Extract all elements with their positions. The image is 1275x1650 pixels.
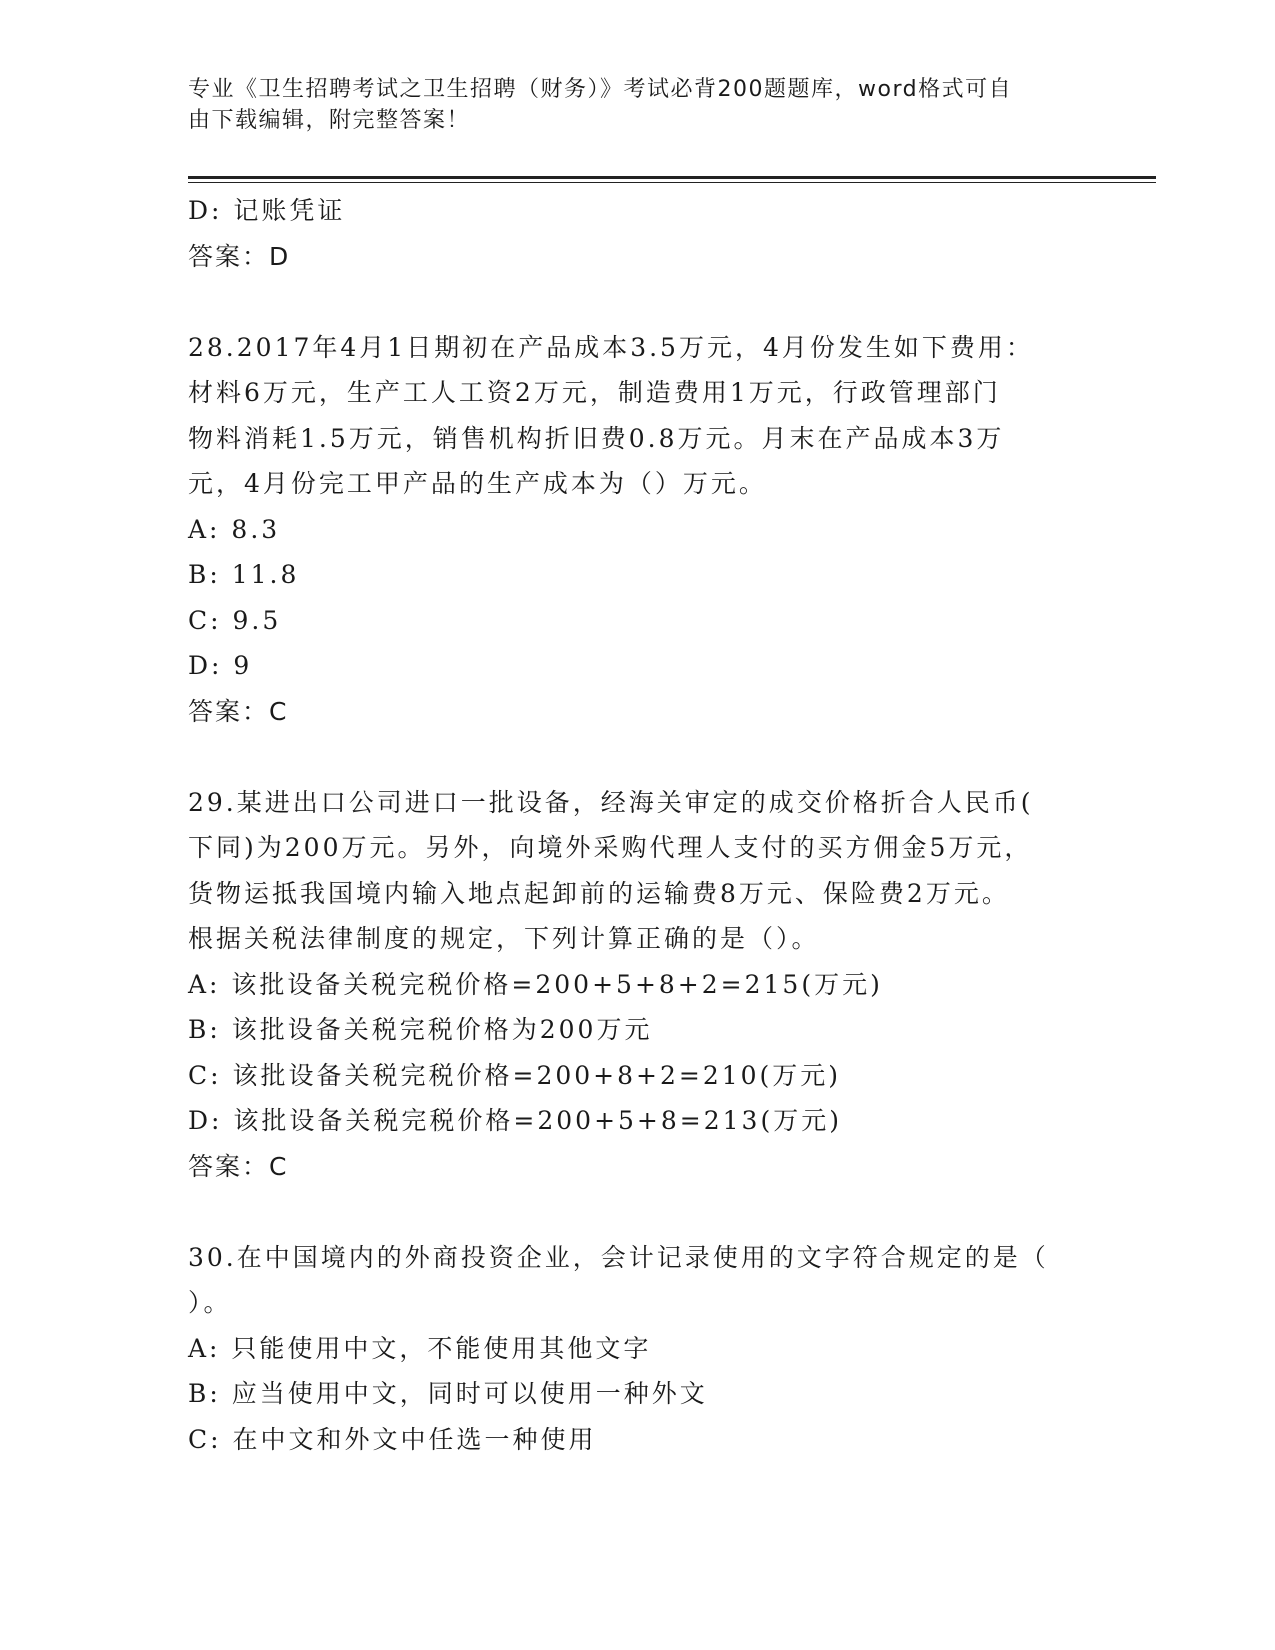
prev-answer: 答案：D bbox=[188, 241, 291, 271]
option-c: C: 在中文和外文中任选一种使用 bbox=[188, 1424, 597, 1454]
question-29 bbox=[188, 780, 1088, 1190]
answer: 答案：C bbox=[188, 1151, 289, 1181]
header-line-2: 由下载编辑，附完整答案！ bbox=[188, 108, 471, 133]
question-text-line: 货物运抵我国境内输入地点起卸前的运输费8万元、保险费2万元。 bbox=[188, 878, 1010, 908]
option-c: C: 该批设备关税完税价格=200+8+2=210(万元) bbox=[188, 1060, 842, 1090]
option-a: A: 该批设备关税完税价格=200+5+8+2=215(万元) bbox=[188, 969, 883, 999]
option-d: D: 9 bbox=[188, 651, 253, 680]
option-a: A: 8.3 bbox=[188, 514, 281, 544]
header-rule-thick bbox=[188, 176, 1156, 179]
question-text-line: ）。 bbox=[188, 1288, 232, 1317]
document-header bbox=[188, 74, 1068, 136]
question-30 bbox=[188, 1235, 1088, 1463]
document-body bbox=[188, 188, 1088, 1462]
option-c: C: 9.5 bbox=[188, 605, 282, 635]
spacer bbox=[188, 1189, 1088, 1235]
question-28 bbox=[188, 325, 1088, 735]
option-b: B: 11.8 bbox=[188, 560, 300, 589]
answer: 答案：C bbox=[188, 696, 289, 726]
question-text-line: 30.在中国境内的外商投资企业，会计记录使用的文字符合规定的是（ bbox=[188, 1242, 1049, 1272]
option-a: A: 只能使用中文，不能使用其他文字 bbox=[188, 1333, 652, 1363]
header-rule-thin bbox=[188, 182, 1156, 183]
question-text-line: 材料6万元，生产工人工资2万元，制造费用1万元，行政管理部门 bbox=[188, 378, 1001, 407]
question-text-line: 元，4月份完工甲产品的生产成本为（）万元。 bbox=[188, 469, 767, 498]
spacer bbox=[188, 734, 1088, 780]
question-text-line: 根据关税法律制度的规定，下列计算正确的是（）。 bbox=[188, 924, 820, 953]
question-text-line: 下同)为200万元。另外，向境外采购代理人支付的买方佣金5万元， bbox=[188, 833, 1033, 862]
option-d: D: 该批设备关税完税价格=200+5+8=213(万元) bbox=[188, 1106, 842, 1135]
spacer bbox=[188, 279, 1088, 325]
question-text-line: 28.2017年4月1日期初在产品成本3.5万元，4月份发生如下费用： bbox=[188, 332, 1034, 362]
prev-option-d: D: 记账凭证 bbox=[188, 196, 346, 225]
option-b: B: 应当使用中文，同时可以使用一种外文 bbox=[188, 1379, 708, 1408]
question-text-line: 29.某进出口公司进口一批设备，经海关审定的成交价格折合人民币( bbox=[188, 787, 1034, 817]
option-b: B: 该批设备关税完税价格为200万元 bbox=[188, 1015, 653, 1044]
question-text-line: 物料消耗1.5万元，销售机构折旧费0.8万元。月末在产品成本3万 bbox=[188, 423, 1005, 453]
header-line-1: 专业《卫生招聘考试之卫生招聘（财务）》考试必背200题题库，word格式可自 bbox=[188, 77, 1013, 102]
